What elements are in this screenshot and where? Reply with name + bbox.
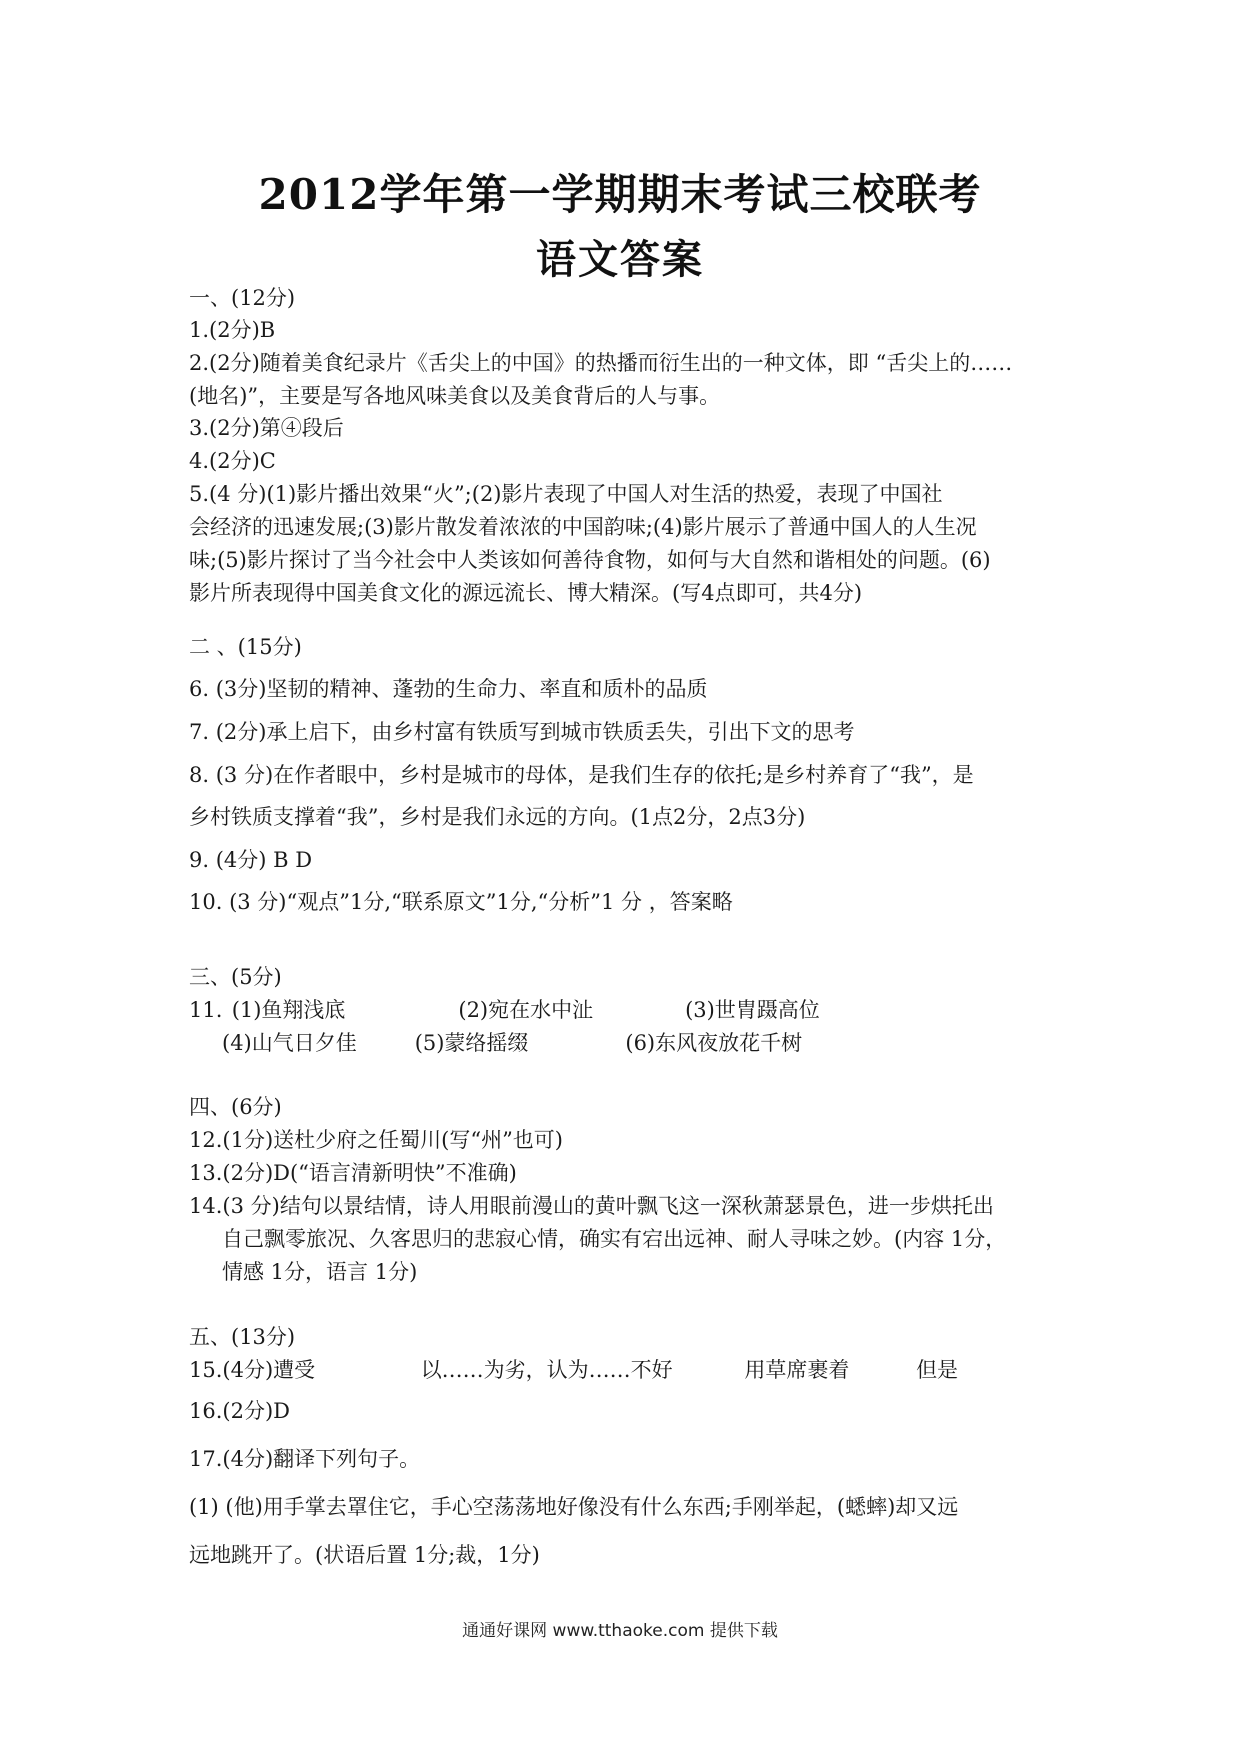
answer-q15-item-2: 用草席裹着 <box>744 1358 850 1382</box>
answer-q17-1-line1: (1) (他)用手掌去罩住它，手心空荡荡地好像没有什么东西;手刚举起，(蟋蟀)却又远 <box>189 1495 959 1519</box>
answer-q11-item-6: (6)东风夜放花千树 <box>625 1031 803 1055</box>
answer-q7: 7. (2分)承上启下，由乡村富有铁质写到城市铁质丢失，引出下文的思考 <box>189 720 855 744</box>
answer-q11-item-2: (2)宛在水中沚 <box>458 998 594 1022</box>
answer-q11-row2 <box>222 1028 802 1058</box>
answer-q16: 16.(2分)D <box>189 1399 290 1423</box>
answer-q11-item-3: (3)世胄蹑高位 <box>685 998 820 1022</box>
section-1-heading: 一、(12分) <box>189 286 296 310</box>
answer-q11-item-4: (4)山气日夕佳 <box>222 1031 357 1055</box>
answer-q13: 13.(2分)D(“语言清新明快”不准确) <box>189 1161 517 1185</box>
answer-q1: 1.(2分)B <box>189 318 276 342</box>
answer-q8-line1: 8. (3 分)在作者眼中，乡村是城市的母体，是我们生存的依托;是乡村养育了“我”，是 <box>189 763 974 787</box>
answer-q15-prefix: 15.(4分)遭受 <box>189 1358 316 1382</box>
answer-q14-line1: 14.(3 分)结句以景结情，诗人用眼前漫山的黄叶飘飞这一深秋萧瑟景色，进一步烘托出 <box>189 1194 994 1218</box>
answer-q15-item-3: 但是 <box>916 1358 959 1382</box>
answer-q10: 10. (3 分)“观点”1分,“联系原文”1分,“分析”1 分 ，答案略 <box>189 890 733 914</box>
answer-q17-1-line2: 远地跳开了。(状语后置 1分;裁，1分) <box>189 1543 540 1567</box>
answer-q2-line1: 2.(2分)随着美食纪录片《舌尖上的中国》的热播而衍生出的一种文体，即 “舌尖上的…… <box>189 351 1013 375</box>
answer-q9: 9. (4分) B D <box>189 848 313 872</box>
answer-q14-line3: 情感 1分，语言 1分) <box>222 1260 418 1284</box>
answer-q5-line4: 影片所表现得中国美食文化的源远流长、博大精深。(写4点即可，共4分) <box>189 581 863 605</box>
answer-q2-line2: (地名)”，主要是写各地风味美食以及美食背后的人与事。 <box>189 384 721 408</box>
answer-q12: 12.(1分)送杜少府之任蜀川(写“州”也可) <box>189 1128 563 1152</box>
answer-q8-line2: 乡村铁质支撑着“我”，乡村是我们永远的方向。(1点2分，2点3分) <box>189 805 806 829</box>
answer-q5-line2: 会经济的迅速发展;(3)影片散发着浓浓的中国韵味;(4)影片展示了普通中国人的人生况 <box>189 515 977 539</box>
answer-q15-item-1: 以……为劣，认为……不好 <box>420 1358 673 1382</box>
section-4-heading: 四、(6分) <box>189 1095 282 1119</box>
section-3-heading: 三、(5分) <box>189 965 282 989</box>
answer-q11-item-5: (5)蒙络摇缀 <box>414 1031 529 1055</box>
section-2-heading: 二 、(15分) <box>189 635 302 659</box>
answer-q11-row1 <box>189 995 820 1025</box>
answer-q5-line1: 5.(4 分)(1)影片播出效果“火”;(2)影片表现了中国人对生活的热爱，表现了中国社 <box>189 482 943 506</box>
download-footer: 通通好课网 www.tthaoke.com 提供下载 <box>462 1621 778 1641</box>
section-5-heading: 五、(13分) <box>189 1325 296 1349</box>
answer-q15 <box>189 1355 958 1385</box>
answer-q17: 17.(4分)翻译下列句子。 <box>189 1447 421 1471</box>
answer-q4: 4.(2分)C <box>189 449 276 473</box>
answer-q3: 3.(2分)第④段后 <box>189 416 344 440</box>
page-title: 2012学年第一学期期末考试三校联考 <box>258 170 982 219</box>
page-subtitle: 语文答案 <box>536 236 704 283</box>
answer-q11-prefix: 11. <box>189 998 223 1022</box>
answer-q11-item-1: (1)鱼翔浅底 <box>231 998 346 1022</box>
answer-q6: 6. (3分)坚韧的精神、蓬勃的生命力、率直和质朴的品质 <box>189 677 708 701</box>
answer-q14-line2: 自己飘零旅况、久客思归的悲寂心情，确实有宕出远神、耐人寻味之妙。(内容 1分， <box>222 1227 1007 1251</box>
answer-q5-line3: 味;(5)影片探讨了当今社会中人类该如何善待食物，如何与大自然和谐相处的问题。(6) <box>189 548 991 572</box>
